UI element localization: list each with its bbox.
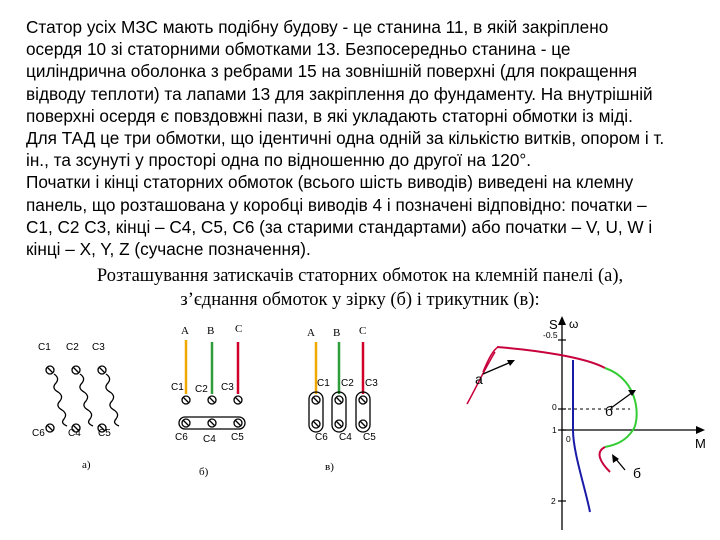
mechanical-characteristic-graph bbox=[435, 312, 720, 540]
paragraph-line: поверхні осердя є повздовжні пази, в які укладають статорні обмотки із міді. bbox=[26, 105, 633, 126]
star-label-c4: С4 bbox=[203, 434, 216, 445]
caption-a: а) bbox=[82, 459, 91, 471]
curve-red-segment bbox=[497, 347, 605, 368]
tick-zero-omega: 0 bbox=[566, 434, 571, 444]
delta-label-c5: С5 bbox=[363, 432, 376, 443]
paragraph-line: Статор усіх МЗС мають подібну будову - це станина 11, в якій закріплено bbox=[26, 17, 609, 37]
delta-connection-diagram-c bbox=[295, 320, 405, 480]
paragraph-line: Початки і кінці статорних обмоток (всього шість виводів) виведені на клемну bbox=[26, 172, 634, 193]
omega-axis-label: ω bbox=[569, 317, 579, 331]
tick-minus-half: -0.5 bbox=[543, 330, 558, 340]
delta-label-c2: С2 bbox=[341, 378, 354, 389]
caption-b: б) bbox=[199, 466, 209, 478]
paragraph-line: кінці – X, Y, Z (сучасне позначення). bbox=[26, 239, 311, 260]
paragraph-line: відводу теплоти) та лапами 13 для закріплення до фундаменту. На внутрішній bbox=[26, 83, 653, 104]
phase-label-a: A bbox=[181, 325, 189, 337]
terminal-label-c1: С1 bbox=[38, 342, 51, 353]
terminal-label-c3: С3 bbox=[92, 342, 105, 353]
curve-label-b2: б bbox=[633, 465, 642, 481]
terminal-label-c5: С5 bbox=[98, 428, 111, 439]
caption-c: в) bbox=[325, 461, 334, 473]
delta-label-c4: С4 bbox=[339, 432, 352, 443]
m-axis-label: M bbox=[695, 436, 706, 451]
terminal-panel-diagram-a bbox=[20, 330, 150, 475]
curve-red-lower bbox=[600, 447, 610, 472]
terminal-label-c2: С2 bbox=[66, 342, 79, 353]
figure-heading-line-1: Розташування затискачів статорних обмоток на клемній панелі (а), bbox=[96, 266, 624, 286]
curve-label-b1: б bbox=[605, 403, 614, 419]
description-paragraph bbox=[26, 16, 716, 260]
phase-label-a: A bbox=[307, 327, 315, 339]
star-label-c6: С6 bbox=[175, 432, 188, 443]
star-connection-diagram-b bbox=[165, 320, 275, 480]
terminal-label-c6: С6 bbox=[32, 428, 45, 439]
terminal-label-c4: С4 bbox=[68, 428, 81, 439]
phase-label-b: B bbox=[333, 327, 341, 339]
paragraph-line: С1, С2 С3, кінці – С4, С5, С6 (за старими стандартами) або початки – V, U, W і bbox=[26, 216, 653, 237]
tick-one: 1 bbox=[552, 425, 557, 435]
star-label-c1: С1 bbox=[171, 382, 184, 393]
phase-label-c: C bbox=[235, 323, 243, 335]
figure-heading-line-2: з’єднання обмоток у зірку (б) і трикутник (в): bbox=[180, 290, 540, 310]
delta-label-c3: С3 bbox=[365, 378, 378, 389]
star-label-c5: С5 bbox=[231, 432, 244, 443]
paragraph-line: Для ТАД це три обмотки, що ідентичні одна одній за кількістю витків, опором і т. bbox=[26, 128, 665, 149]
curve-blue bbox=[573, 360, 590, 512]
curve-label-a: а bbox=[475, 371, 483, 387]
star-label-c3: С3 bbox=[221, 382, 234, 393]
paragraph-line: циліндрична оболонка з ребрами 15 на зовнішній поверхні (для покращення bbox=[26, 61, 638, 82]
tick-two: 2 bbox=[551, 496, 556, 506]
paragraph-line: ін., та зсунуті у просторі одна по відношенню до другої на 120°. bbox=[26, 150, 532, 171]
delta-label-c6: С6 bbox=[315, 432, 328, 443]
pointer-b1 bbox=[611, 392, 633, 408]
s-axis-label: S bbox=[549, 317, 558, 332]
paragraph-line: осердя 10 зі статорними обмотками 13. Безпосередньо станина - це bbox=[26, 39, 571, 60]
star-label-c2: С2 bbox=[195, 384, 208, 395]
delta-label-c1: С1 bbox=[317, 378, 330, 389]
s-axis-arrow bbox=[558, 316, 566, 325]
paragraph-line: панель, що розташована у коробці виводів 4 і позначені відповідно: початки – bbox=[26, 194, 647, 215]
m-axis-arrow bbox=[696, 426, 705, 434]
tick-zero-s: 0 bbox=[552, 402, 557, 412]
phase-label-c: C bbox=[359, 325, 367, 337]
phase-label-b: B bbox=[207, 325, 215, 337]
